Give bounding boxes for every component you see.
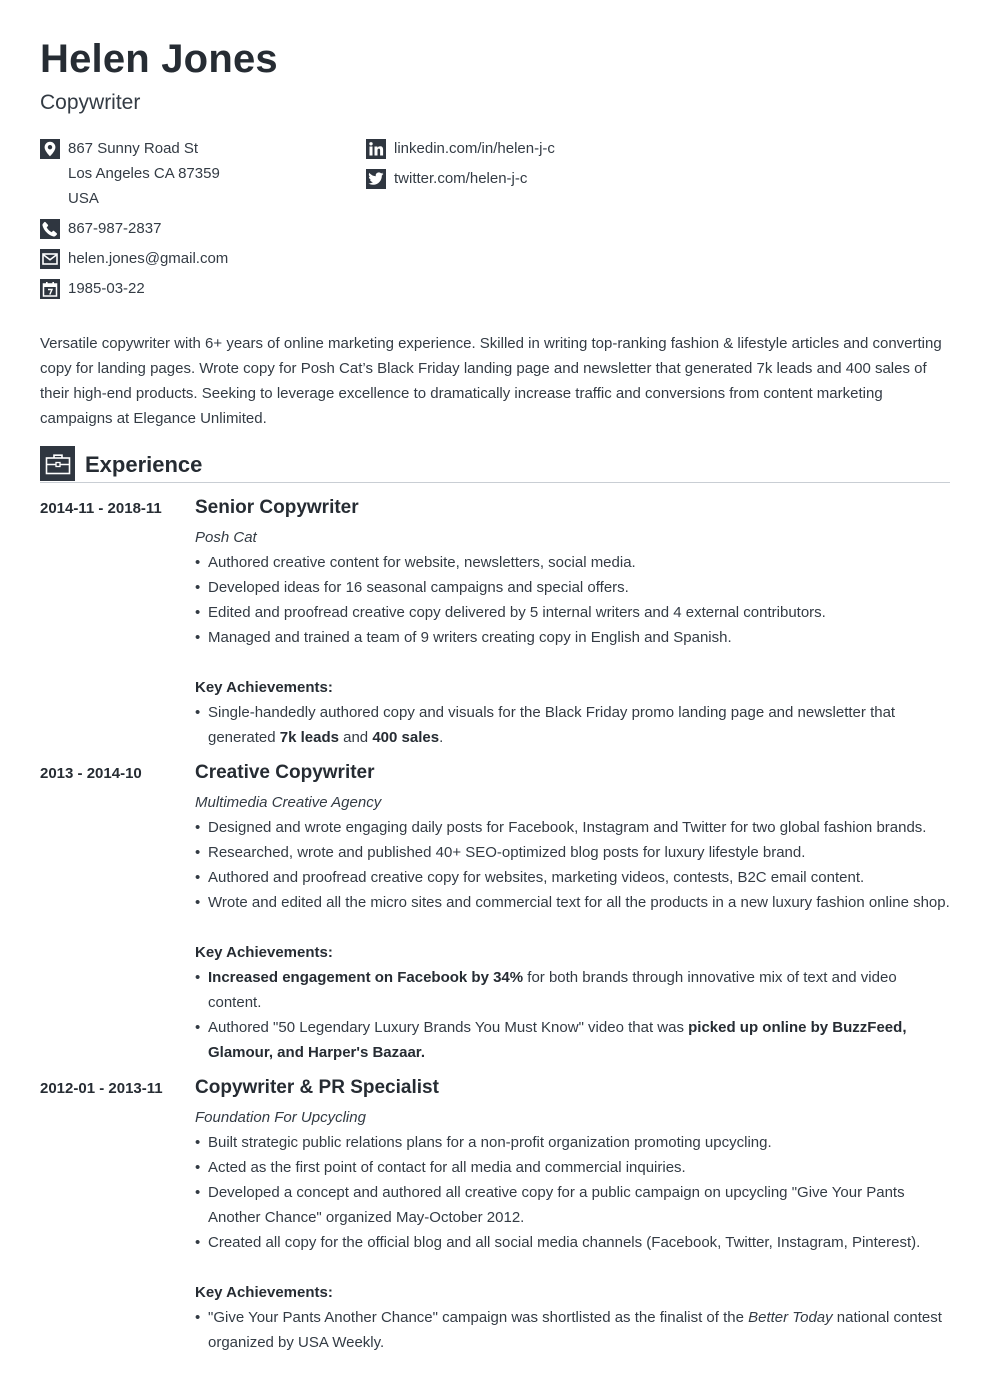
contact-left xyxy=(40,136,228,306)
contact-birthdate xyxy=(40,276,228,301)
key-achievements-label: Key Achievements: xyxy=(195,1284,333,1301)
contact-linkedin[interactable] xyxy=(366,136,555,161)
email-icon xyxy=(40,249,60,269)
job-responsibilities xyxy=(195,550,950,650)
job-company: Foundation For Upcycling xyxy=(195,1109,366,1126)
job-dates: 2014-11 - 2018-11 xyxy=(40,500,162,517)
address-line1: 867 Sunny Road St xyxy=(68,140,199,157)
phone-text: 867-987-2837 xyxy=(68,220,162,237)
contact-phone xyxy=(40,216,228,241)
job-company: Multimedia Creative Agency xyxy=(195,794,382,811)
experience-section-header xyxy=(40,446,950,483)
list-item: • Authored "50 Legendary Luxury Brands You Must Know" video that was picked up online by BuzzFeed, Glamour, and Harper's Bazaar. xyxy=(195,1015,950,1065)
list-item: • Authored creative content for website, newsletters, social media. xyxy=(195,550,950,575)
candidate-name: Helen Jones xyxy=(40,37,278,81)
key-achievements-list xyxy=(195,1305,950,1355)
list-item: • Developed a concept and authored all creative copy for a public campaign on upcycling "Give Your Pants Another Chance" organized May-October 2012. xyxy=(195,1180,950,1230)
address-line2: Los Angeles CA 87359 xyxy=(68,165,220,182)
linkedin-icon xyxy=(366,139,386,159)
job-dates: 2012-01 - 2013-11 xyxy=(40,1080,163,1097)
list-item: • Authored and proofread creative copy for websites, marketing videos, contests, B2C email content. xyxy=(195,865,950,890)
profile-summary: Versatile copywriter with 6+ years of online marketing experience. Skilled in writing top-ranking fashion & lifestyle articles and converting copy for landing pages. Wrote copy for Posh Cat’s Black Friday landing page and newsletter that generated 7k leads and 400 sales of their high-end products. Seeking to leverage excellence to dramatically increase traffic and conversions from content marketing campaigns at Elegance Unlimited. xyxy=(40,335,942,427)
key-achievements-list xyxy=(195,700,950,750)
job-title: Copywriter & PR Specialist xyxy=(195,1077,439,1098)
job-company: Posh Cat xyxy=(195,529,257,546)
contact-address xyxy=(40,136,228,211)
contact-email xyxy=(40,246,228,271)
key-achievements-label: Key Achievements: xyxy=(195,679,333,696)
phone-icon xyxy=(40,219,60,239)
address-line3: USA xyxy=(68,190,99,207)
list-item: • "Give Your Pants Another Chance" campaign was shortlisted as the finalist of the Better Today national contest organized by USA Weekly. xyxy=(195,1305,950,1355)
briefcase-icon xyxy=(40,446,75,481)
candidate-role: Copywriter xyxy=(40,91,141,114)
list-item: • Developed ideas for 16 seasonal campaigns and special offers. xyxy=(195,575,950,600)
list-item: • Created all copy for the official blog and all social media channels (Facebook, Twitter, Instagram, Pinterest). xyxy=(195,1230,950,1255)
birthdate-text: 1985-03-22 xyxy=(68,280,145,297)
key-achievements-list xyxy=(195,965,950,1065)
experience-section-title: Experience xyxy=(85,452,203,477)
job-title: Senior Copywriter xyxy=(195,497,359,518)
key-achievements-label: Key Achievements: xyxy=(195,944,333,961)
list-item: • Increased engagement on Facebook by 34% for both brands through innovative mix of text and video content. xyxy=(195,965,950,1015)
contact-twitter[interactable] xyxy=(366,166,555,191)
list-item: • Researched, wrote and published 40+ SEO-optimized blog posts for luxury lifestyle brand. xyxy=(195,840,950,865)
list-item: • Designed and wrote engaging daily posts for Facebook, Instagram and Twitter for two global fashion brands. xyxy=(195,815,950,840)
list-item: • Single-handedly authored copy and visuals for the Black Friday promo landing page and newsletter that generated 7k leads and 400 sales. xyxy=(195,700,950,750)
job-responsibilities xyxy=(195,815,950,915)
job-title: Creative Copywriter xyxy=(195,762,375,783)
email-text: helen.jones@gmail.com xyxy=(68,250,229,267)
list-item: • Wrote and edited all the micro sites and commercial text for all the products in a new luxury fashion online shop. xyxy=(195,890,950,915)
twitter-link[interactable]: twitter.com/helen-j-c xyxy=(394,170,528,187)
location-icon xyxy=(40,139,60,159)
linkedin-link[interactable]: linkedin.com/in/helen-j-c xyxy=(394,140,555,157)
list-item: • Acted as the first point of contact for all media and commercial inquiries. xyxy=(195,1155,950,1180)
job-responsibilities xyxy=(195,1130,950,1255)
job-dates: 2013 - 2014-10 xyxy=(40,765,142,782)
twitter-icon xyxy=(366,169,386,189)
list-item: • Managed and trained a team of 9 writers creating copy in English and Spanish. xyxy=(195,625,950,650)
list-item: • Built strategic public relations plans for a non-profit organization promoting upcycling. xyxy=(195,1130,950,1155)
contact-right xyxy=(366,136,555,196)
list-item: • Edited and proofread creative copy delivered by 5 internal writers and 4 external contributors. xyxy=(195,600,950,625)
calendar-icon xyxy=(40,279,60,299)
